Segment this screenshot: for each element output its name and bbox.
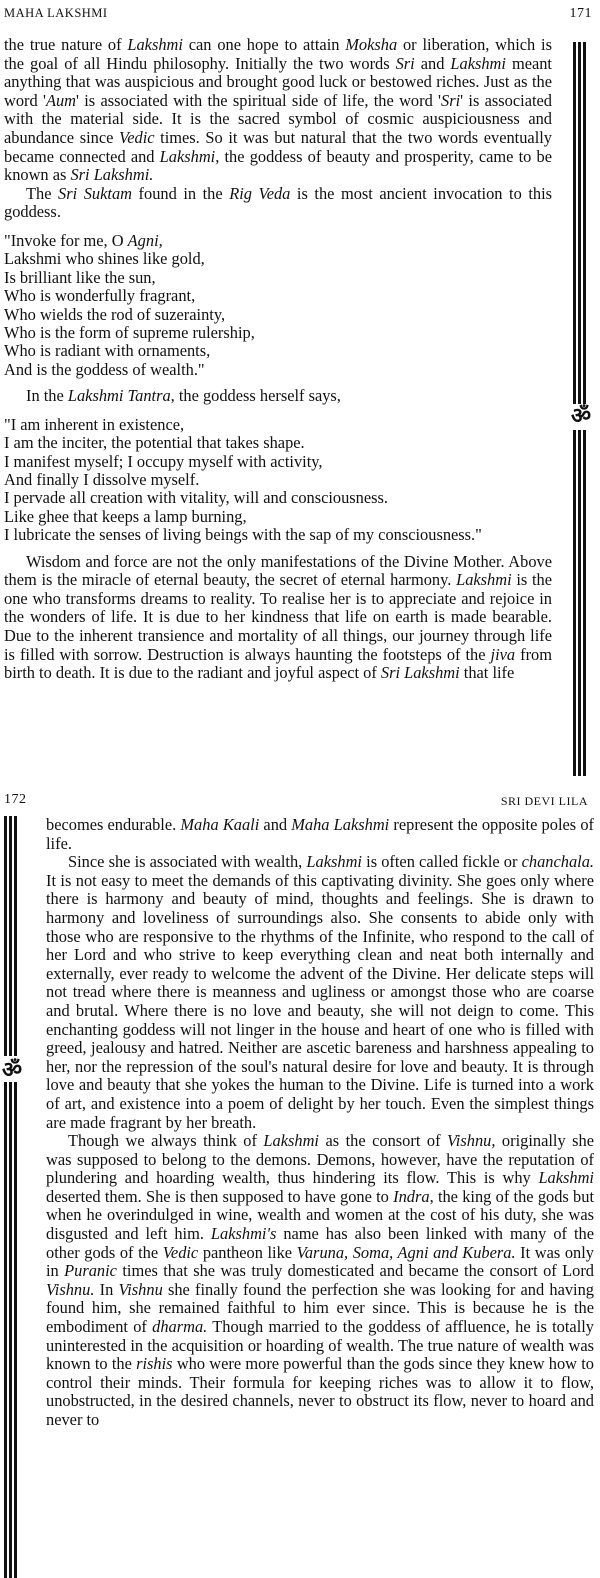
italic-term: Lakshmi bbox=[159, 146, 216, 166]
italic-term: Vedic bbox=[119, 127, 155, 147]
italic-term: Lakshmi bbox=[456, 570, 512, 590]
verse-line: Who is radiant with ornaments, bbox=[4, 341, 211, 361]
paragraph: Though we always think of Lakshmi as the consort of Vishnu, originally she was supposed to belong to the demons. Demons, however, have the reputation of plundering and hoarding wealth, thus hindering its flow. This is why Lakshmi deserted them. She is then supposed to have gone to Indra, the king of the gods but when he overindulged in wine, wealth and women at the cost of his duty, she was disgusted and left him. Lakshmi's name has also been linked with many of the other gods of the Vedic pantheon like Varuna, Soma, Agni and Kubera. It was only in Puranic times that she was truly domesticated and became the consort of Lord Vishnu. In Vishnu she finally found the perfection she was looking for and having found him, she remained faithful to him ever since. This is because he is the embodiment of dharma. Though married to the goddess of affluence, he is totally uninterested in the acquisition or hoarding of wealth. The true nature of wealth was known to the rishis who were more powerful than the gods since they knew how to control their minds. Their formula for keeping riches was to allow it to flow, unobstructed, in the desired channels, never to obstruct its flow, never to hoard and never to bbox=[46, 1131, 594, 1429]
page-171 bbox=[0, 0, 600, 786]
italic-term: Sri bbox=[441, 90, 461, 110]
italic-term: Sri bbox=[395, 53, 415, 73]
paragraph: Since she is associated with wealth, Lakshmi is often called fickle or chanchala. It is not easy to meet the demands of this captivating divinity. She goes only where there is harmony and beauty of mind, thoughts and feelings. She is drawn to harmony and loveliness of surroundings also. She consents to abide only with those who are responsive to the rhythms of the Infinite, who respond to the call of her Lord and who strive to keep everything clean and neat both internally and externally, ever ready to welcome the advent of the Divine. Her delicate steps will not tread where there is meanness and ugliness or amongst those who are coarse and brutal. Where there is no love and beauty, she will not deign to come. This enchanting goddess will not linger in the house and heart of one who is filled with greed, jealousy and hatred. Neither are ascetic bareness and harshness appealing to her, nor the repression of the soul's natural desire for love and beauty. It is through love and beauty that she yokes the human to the Divine. Life is turned into a work of art, and existence into a poem of delight by her touch. Even the simplest things are made fragrant by her breath. bbox=[46, 852, 594, 1132]
verse-line: Who is wonderfully fragrant, bbox=[4, 286, 196, 306]
italic-term: Vedic bbox=[162, 1242, 199, 1262]
running-head-title: SRI DEVI LILA bbox=[500, 794, 588, 808]
italic-term: rishis bbox=[136, 1354, 173, 1374]
verse-line: "I am inherent in existence, bbox=[4, 414, 185, 434]
margin-rule-upper bbox=[4, 816, 17, 1056]
italic-term: Lakshmi bbox=[127, 35, 183, 54]
verse-line: "Invoke for me, O Agni, bbox=[4, 230, 163, 250]
italic-term: Moksha bbox=[345, 35, 398, 54]
italic-term: Maha Kaali bbox=[180, 815, 260, 834]
paragraph: the true nature of Lakshmi can one hope to attain Moksha or liberation, which is the goal of all Hindu philosophy. Initially the two words Sri and Lakshmi meant anything that was auspicious and brought good luck or bestowed riches. Just as the word 'Aum' is associated with the spiritual side of life, the word 'Sri' is associated with the material side. It is the sacred symbol of cosmic auspiciousness and abundance since Vedic times. So it was but natural that the two words eventually became connected and Lakshmi, the goddess of beauty and prosperity, came to be known as Sri Lakshmi. bbox=[4, 35, 553, 185]
italic-term: Vishnu. bbox=[46, 1279, 95, 1299]
paragraph: In the Lakshmi Tantra, the goddess herself says, bbox=[26, 386, 341, 406]
body-text bbox=[4, 36, 552, 683]
verse-line: I manifest myself; I occupy myself with activity, bbox=[4, 451, 323, 471]
paragraph: becomes endurable. Maha Kaali and Maha Lakshmi represent the opposite poles of life. bbox=[46, 815, 594, 853]
italic-term: Indra bbox=[393, 1186, 430, 1206]
om-icon: ॐ bbox=[2, 1057, 23, 1082]
verse-line: Who is the form of supreme rulership, bbox=[4, 322, 255, 342]
margin-rule-lower bbox=[4, 1082, 17, 1578]
italic-term: Lakshmi Tantra bbox=[67, 386, 171, 406]
verse-line: Is brilliant like the sun, bbox=[4, 267, 156, 287]
italic-term: Lakshmi bbox=[538, 1168, 594, 1188]
italic-term: Maha Lakshmi bbox=[291, 815, 390, 834]
verse-line: And is the goddess of wealth." bbox=[4, 359, 205, 379]
verse-line: Like ghee that keeps a lamp burning, bbox=[4, 506, 247, 526]
verse-lakshmi-tantra bbox=[4, 416, 552, 545]
verse-line: Who wields the rod of suzerainty, bbox=[4, 304, 226, 324]
verse-line: Lakshmi who shines like gold, bbox=[4, 249, 205, 269]
italic-term: Lakshmi bbox=[306, 852, 362, 872]
italic-term: Varuna, Soma, Agni and Kubera. bbox=[296, 1242, 516, 1262]
italic-term: Aum bbox=[45, 90, 76, 110]
italic-term: Vishnu, bbox=[447, 1131, 496, 1151]
verse-line: I am the inciter, the potential that takes shape. bbox=[4, 433, 305, 453]
italic-term: Sri Suktam bbox=[58, 183, 132, 203]
italic-term: dharma. bbox=[152, 1317, 208, 1337]
verse-sri-suktam bbox=[4, 232, 552, 379]
italic-term: Agni, bbox=[127, 230, 163, 250]
om-icon: ॐ bbox=[571, 403, 592, 428]
italic-term: Rig Veda bbox=[229, 183, 291, 203]
italic-term: Sri Lakshmi. bbox=[70, 165, 154, 185]
margin-rule-lower bbox=[573, 430, 586, 776]
italic-term: Sri Lakshmi bbox=[380, 663, 460, 683]
italic-term: Lakshmi bbox=[450, 53, 506, 73]
margin-rule-upper bbox=[573, 42, 586, 404]
italic-term: Lakshmi's bbox=[210, 1224, 277, 1244]
italic-term: Lakshmi bbox=[263, 1131, 319, 1151]
page-number: 172 bbox=[4, 792, 27, 807]
running-head-title: MAHA LAKSHMI bbox=[4, 6, 108, 20]
italic-term: Puranic bbox=[64, 1261, 117, 1281]
verse-line: And finally I dissolve myself. bbox=[4, 470, 200, 489]
paragraph: The Sri Suktam found in the Rig Veda is the most ancient invocation to this goddess. bbox=[4, 183, 552, 222]
body-text bbox=[46, 816, 594, 1430]
italic-term: chanchala. bbox=[521, 852, 594, 872]
page-172 bbox=[0, 786, 600, 1578]
italic-term: Vishnu bbox=[118, 1279, 163, 1299]
verse-line: I pervade all creation with vitality, will and consciousness. bbox=[4, 488, 389, 508]
verse-line: I lubricate the senses of living beings with the sap of my consciousness." bbox=[4, 525, 482, 545]
paragraph: Wisdom and force are not the only manifestations of the Divine Mother. Above them is the miracle of eternal beauty, the secret of eternal harmony. Lakshmi is the one who transforms dreams to reality. To realise her is to appreciate and rejoice in the wonders of life. It is due to her kindness that life on earth is made bearable. Due to the inherent transience and mortality of all things, our journey through life is filled with sorrow. Destruction is always haunting the footsteps of the jiva from birth to death. It is due to the radiant and joyful aspect of Sri Lakshmi that life bbox=[4, 551, 553, 683]
italic-term: jiva bbox=[490, 644, 516, 664]
page-number: 171 bbox=[569, 6, 592, 21]
